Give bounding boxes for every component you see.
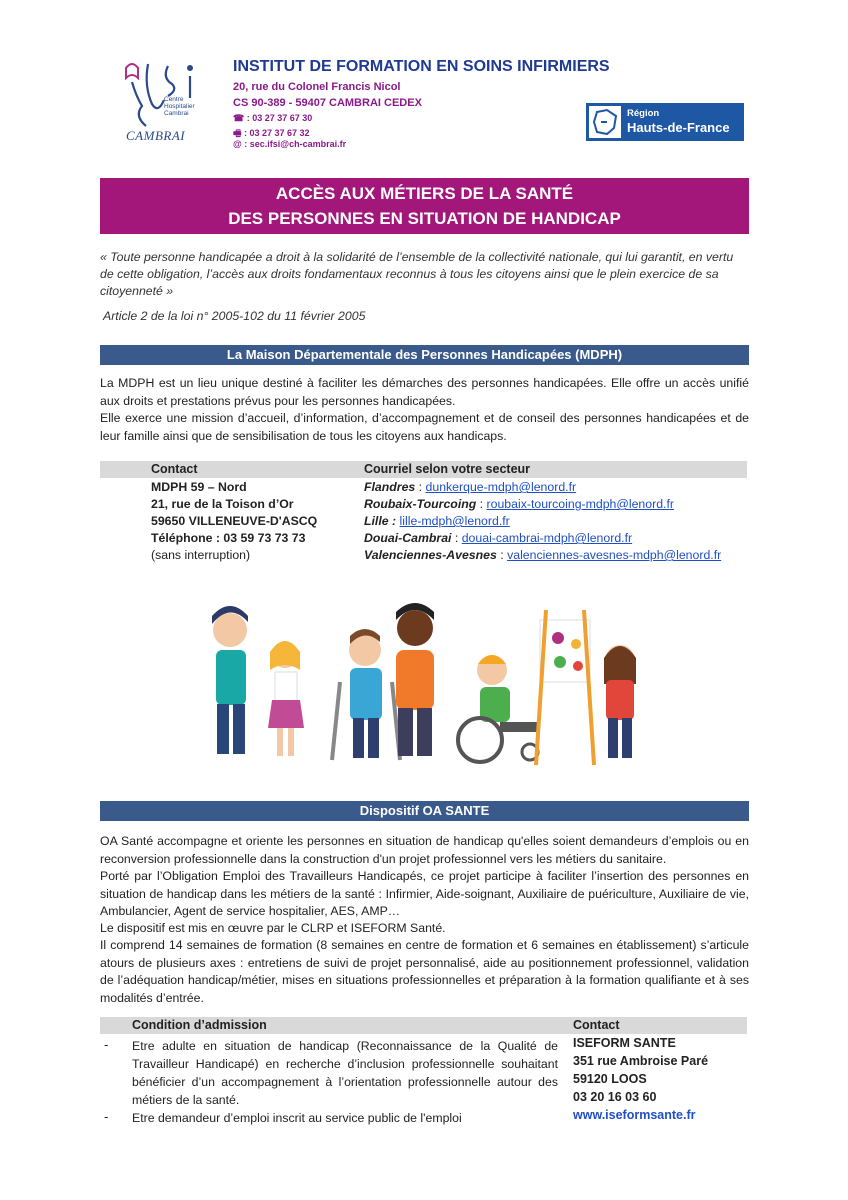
address-line-1: 20, rue du Colonel Francis Nicol [233,81,401,93]
mdph-contact-line: MDPH 59 – Nord [151,480,247,494]
iseform-contact-line: 03 20 16 03 60 [573,1090,657,1104]
phone-number: ☎ : 03 27 37 67 30 [233,113,313,123]
iseform-contact-line: 351 rue Ambroise Paré [573,1054,709,1068]
email-row [364,547,721,564]
condition-item: Etre demandeur d’emploi inscrit au service public de l'emploi [132,1111,462,1125]
col-email: Courriel selon votre secteur [364,462,531,476]
separator: : [451,531,462,545]
illustration-people-with-disabilities [200,600,640,770]
separator: : [476,497,487,511]
mdph-paragraph-1: La MDPH est un lieu unique destiné à faciliter les démarches des personnes handicapées. Elle offre un accès unifié aux droits et prestations prévus pour les personnes handicapées. [100,376,749,408]
sector-name: Lille : [364,514,397,528]
sector-name: Flandres [364,480,416,494]
list-bullet: - [104,1109,109,1124]
mdph-contact-line: 59650 VILLENEUVE-D'ASCQ [151,514,318,528]
institute-name: INSTITUT DE FORMATION EN SOINS INFIRMIERS [233,58,610,75]
mdph-contact-line: Téléphone : 03 59 73 73 73 [151,531,306,545]
law-reference: Article 2 de la loi n° 2005-102 du 11 février 2005 [103,309,366,323]
logo-subtitle: Centre Hospitalier Cambrai [164,96,195,117]
email-row [364,496,674,513]
list-bullet: - [104,1037,109,1052]
email-row [364,479,576,496]
logo-word: CAMBRAI [126,128,186,143]
region-label: Région [627,108,660,119]
iseform-contact-line: ISEFORM SANTE [573,1036,676,1050]
region-logo [586,103,744,141]
separator: : [496,548,508,562]
mdph-contact-line: 21, rue de la Toison d’Or [151,497,294,511]
section-title-mdph: La Maison Départementale des Personnes Handicapées (MDPH) [100,345,749,365]
title-banner [100,178,749,234]
col-condition: Condition d’admission [132,1018,267,1032]
ifsi-logo [112,56,222,148]
section-title-oa-sante: Dispositif OA SANTE [100,801,749,821]
oa-paragraph-2: Porté par l’Obligation Emploi des Travailleurs Handicapés, ce projet participe à faciliter l’insertion des personnes en situation de handicap dans les métiers de la santé : Infirmier, Aide-soignant, Auxiliaire de puériculture, Auxiliaire de vie, Ambulancier, Agent de service hospitalier, AES, AMP… [100,869,749,918]
email-row [364,530,632,547]
title-line-2: DES PERSONNES EN SITUATION DE HANDICAP [228,209,621,228]
email-row [364,513,510,530]
mdph-contact-note: (sans interruption) [151,548,251,562]
france-map-icon [589,106,621,138]
email-link[interactable]: roubaix-tourcoing-mdph@lenord.fr [486,497,674,511]
sector-name: Douai-Cambrai [364,531,452,545]
sector-name: Roubaix-Tourcoing [364,497,477,511]
law-quote: « Toute personne handicapée a droit à la solidarité de l’ensemble de la collectivité nationale, qui lui garantit, en vertu de cette obligation, l’accès aux droits fondamentaux reconnus à tous les citoyens ainsi que le plein exercice de sa citoyenneté » [100,250,734,298]
iseform-contact-line: 59120 LOOS [573,1072,647,1086]
sector-name: Valenciennes-Avesnes [364,548,497,562]
oa-paragraph-1: OA Santé accompagne et oriente les personnes en situation de handicap qu'elles soient demandeurs d’emplois ou en reconversion professionnelle dans la construction d'un projet professionnel vers les métiers du sanitaire. [100,834,749,866]
address-line-2: CS 90-389 - 59407 CAMBRAI CEDEX [233,97,422,109]
email-link[interactable]: lille-mdph@lenord.fr [399,514,510,528]
mdph-paragraph-2: Elle exerce une mission d’accueil, d’information, d’accompagnement et de conseil des personnes handicapées et de leur famille ainsi que de sensibilisation de tous les citoyens aux handicaps. [100,411,749,443]
col-contact: Contact [151,462,198,476]
separator: : [415,480,426,494]
website-link[interactable]: www.iseformsante.fr [573,1108,696,1122]
fax-number: 🖷 : 03 27 37 67 32 [233,128,310,138]
col-contact: Contact [573,1018,620,1032]
email-address: @ : sec.ifsi@ch-cambrai.fr [233,139,347,149]
email-link[interactable]: dunkerque-mdph@lenord.fr [425,480,577,494]
email-link[interactable]: douai-cambrai-mdph@lenord.fr [461,531,633,545]
condition-item: Etre adulte en situation de handicap (Reconnaissance de la Qualité de Travailleur Handicapé) en recherche d’inclusion professionnelle souhaitant bénéficier d’un accompagnement à l’orientation professionnelle autour des métiers de la santé. [132,1039,558,1107]
title-line-1: ACCÈS AUX MÉTIERS DE LA SANTÉ [275,184,574,203]
email-link[interactable]: valenciennes-avesnes-mdph@lenord.fr [507,548,722,562]
oa-paragraph-3: Le dispositif est mis en œuvre par le CLRP et ISEFORM Santé. [100,921,446,935]
oa-paragraph-4: Il comprend 14 semaines de formation (8 semaines en centre de formation et 6 semaines en établissement) s’articule atours de plusieurs axes : entretiens de suivi de projet personnalisé, aide au positionnement professionnel, validation de l’adéquation handicap/métier, mises en situations professionnelles et préparation à la formation qualifiante et à ses modalités d’entrée. [100,938,749,1005]
region-name: Hauts-de-France [627,120,730,135]
